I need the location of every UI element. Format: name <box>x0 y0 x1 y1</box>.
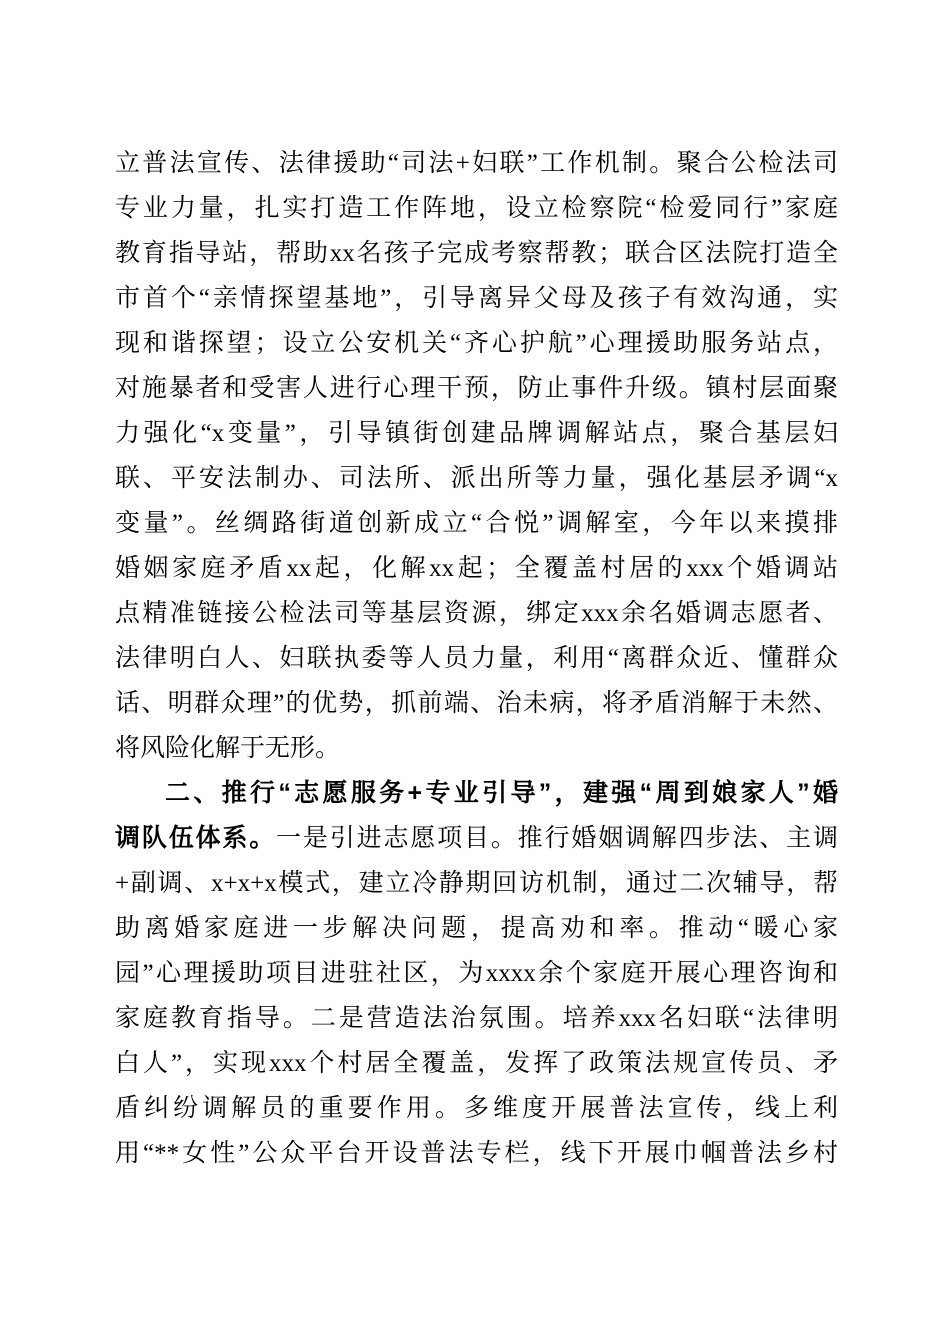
section-heading-text: 二、推行“志愿服务+专业引导”，建强“周到娘家人”婚 <box>165 779 838 807</box>
body-text: 助离婚家庭进一步解决问题，提高劝和率。推动“暖心家 <box>115 915 838 942</box>
body-text: 变量”。丝绸路街道创新成立“合悦”调解室，今年以来摸排 <box>115 510 838 537</box>
text-line <box>115 321 838 366</box>
text-line <box>115 276 838 321</box>
body-text: 用“**女性”公众平台开设普法专栏，线下开展巾帼普法乡村 <box>115 1140 838 1167</box>
text-line <box>115 1086 838 1131</box>
body-text: 园”心理援助项目进驻社区，为xxxx余个家庭开展心理咨询和 <box>115 960 838 987</box>
body-text: 立普法宣传、法律援助“司法+妇联”工作机制。聚合公检法司 <box>115 150 838 177</box>
body-text: 白人”，实现xxx个村居全覆盖，发挥了政策法规宣传员、矛 <box>115 1050 838 1077</box>
text-line <box>115 591 838 636</box>
body-text: 婚姻家庭矛盾xx起，化解xx起；全覆盖村居的xxx个婚调站 <box>115 555 838 582</box>
text-line <box>115 1131 838 1176</box>
body-text: 对施暴者和受害人进行心理干预，防止事件升级。镇村层面聚 <box>115 375 838 402</box>
body-text: 力强化“x变量”，引导镇街创建品牌调解站点，聚合基层妇 <box>115 420 838 447</box>
paragraph-section-two <box>115 771 838 1176</box>
text-line <box>115 546 838 591</box>
text-line <box>115 1041 838 1086</box>
body-text: +副调、x+x+x模式，建立冷静期回访机制，通过二次辅导，帮 <box>115 870 838 897</box>
text-line <box>115 141 838 186</box>
text-line <box>115 366 838 411</box>
text-line <box>115 456 838 501</box>
paragraph-continuation <box>115 141 838 771</box>
body-text: 点精准链接公检法司等基层资源，绑定xxx余名婚调志愿者、 <box>115 600 838 627</box>
body-text: 将风险化解于无形。 <box>115 735 341 762</box>
text-line <box>115 231 838 276</box>
body-text: 法律明白人、妇联执委等人员力量，利用“离群众近、懂群众 <box>115 645 838 672</box>
text-line <box>115 996 838 1041</box>
body-text: 联、平安法制办、司法所、派出所等力量，强化基层矛调“x <box>115 465 838 492</box>
body-text: 现和谐探望；设立公安机关“齐心护航”心理援助服务站点， <box>115 330 838 357</box>
text-line <box>115 501 838 546</box>
text-line <box>115 186 838 231</box>
body-text: 一是引进志愿项目。推行婚姻调解四步法、主调 <box>276 825 838 852</box>
section-heading-text: 调队伍体系。 <box>115 824 277 852</box>
text-line <box>115 951 838 996</box>
text-line <box>115 906 838 951</box>
body-text: 盾纠纷调解员的重要作用。多维度开展普法宣传，线上利 <box>115 1095 838 1122</box>
body-text: 家庭教育指导。二是营造法治氛围。培养xxx名妇联“法律明 <box>115 1005 838 1032</box>
body-text: 市首个“亲情探望基地”，引导离异父母及孩子有效沟通，实 <box>115 285 838 312</box>
text-line <box>115 771 838 816</box>
text-line <box>115 636 838 681</box>
body-text: 专业力量，扎实打造工作阵地，设立检察院“检爱同行”家庭 <box>115 195 838 222</box>
document-body <box>115 141 838 1176</box>
text-line <box>115 681 838 726</box>
text-line <box>115 411 838 456</box>
text-line <box>115 816 838 861</box>
body-text: 教育指导站，帮助xx名孩子完成考察帮教；联合区法院打造全 <box>115 240 838 267</box>
body-text: 话、明群众理”的优势，抓前端、治未病，将矛盾消解于未然、 <box>115 690 838 717</box>
text-line <box>115 861 838 906</box>
text-line <box>115 726 838 771</box>
